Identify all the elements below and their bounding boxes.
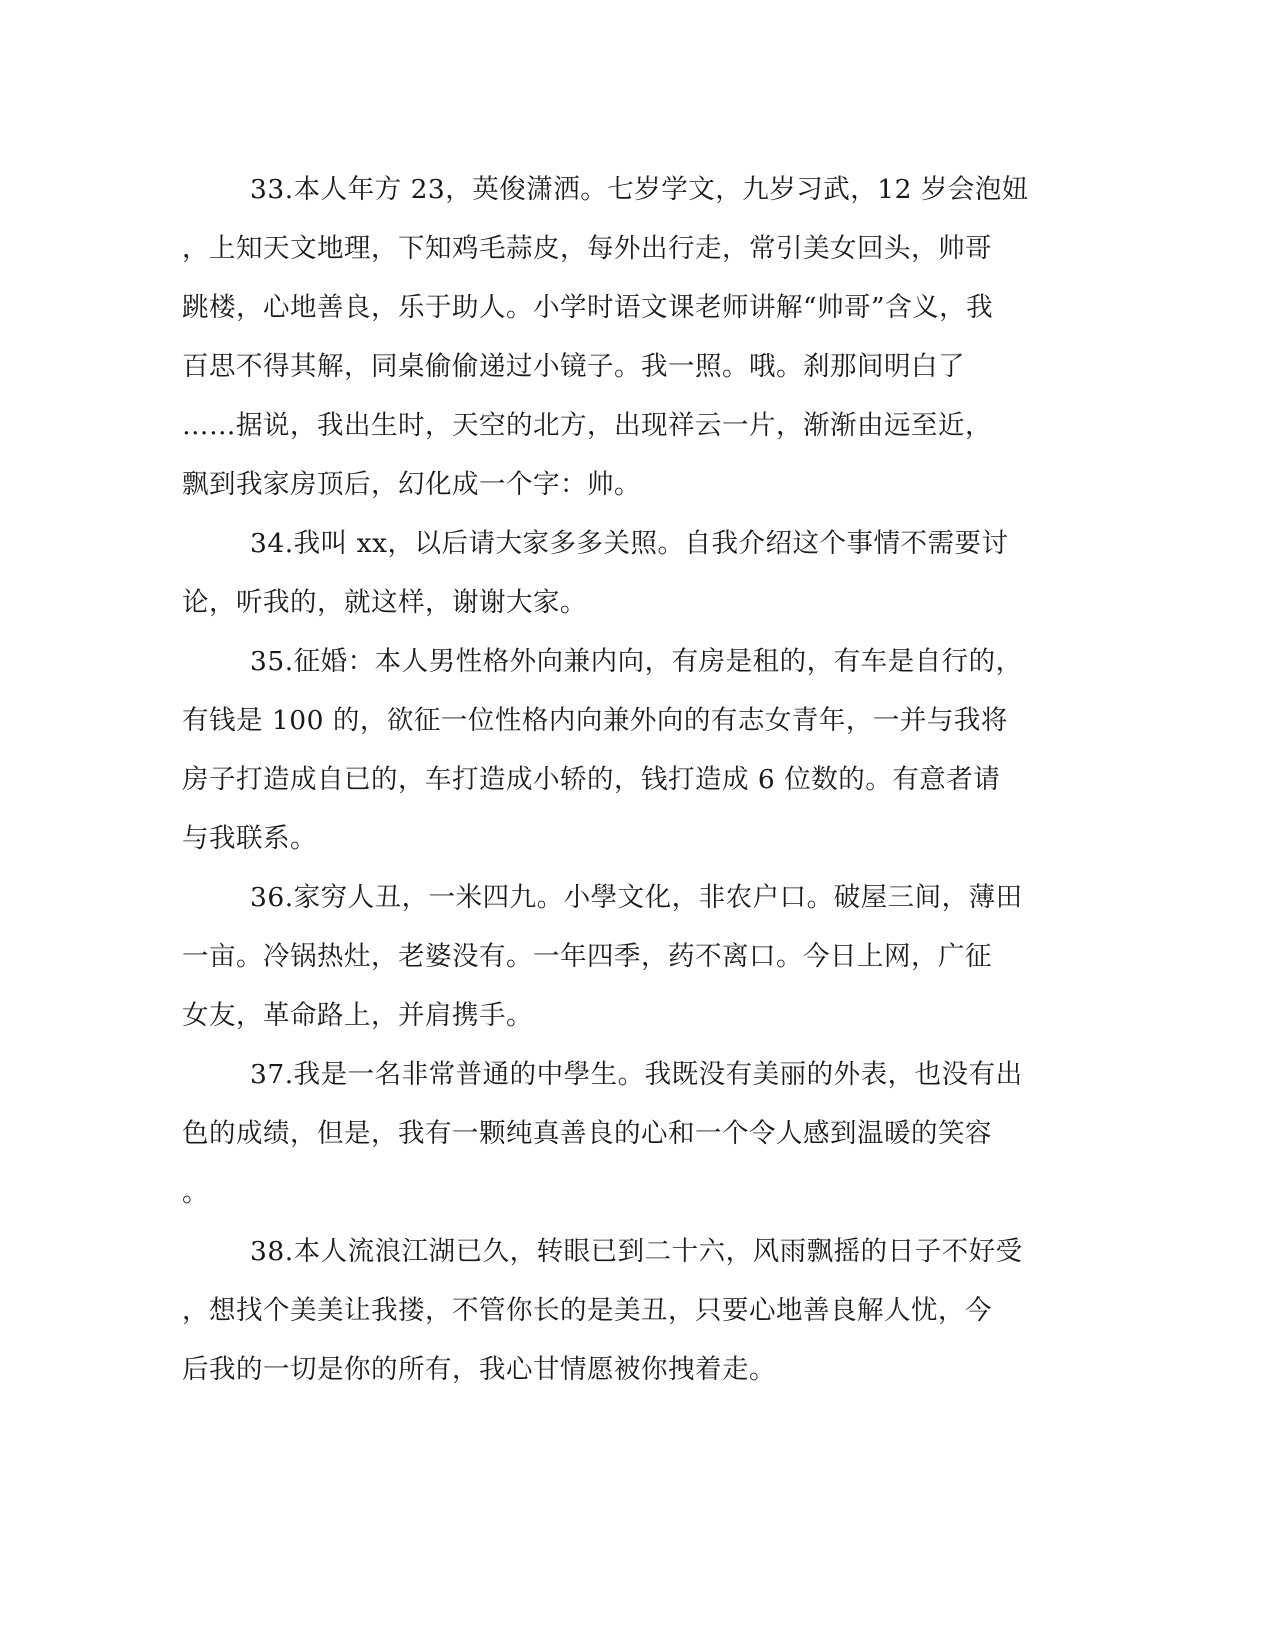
paragraph-33 bbox=[182, 160, 1032, 514]
text-line: 一亩。冷锅热灶，老婆没有。一年四季，药不离口。今日上网，广征 bbox=[182, 941, 992, 972]
text-line: 飘到我家房顶后，幻化成一个字：帅。 bbox=[182, 469, 641, 500]
text-line: 百思不得其解，同桌偷偷递过小镜子。我一照。哦。刹那间明白了 bbox=[182, 351, 965, 382]
text-line: 与我联系。 bbox=[182, 823, 317, 854]
paragraph-34 bbox=[182, 514, 1032, 632]
text-line: 后我的一切是你的所有，我心甘情愿被你拽着走。 bbox=[182, 1354, 776, 1385]
text-line: ，上知天文地理，下知鸡毛蒜皮，每外出行走，常引美女回头，帅哥 bbox=[182, 233, 992, 264]
text-line: 房子打造成自已的，车打造成小轿的，钱打造成 6 位数的。有意者请 bbox=[182, 764, 1001, 795]
text-line: 36.家穷人丑，一米四九。小學文化，非农户口。破屋三间，薄田 bbox=[250, 882, 1023, 913]
paragraph-37 bbox=[182, 1045, 1032, 1222]
text-line: 。 bbox=[182, 1177, 209, 1208]
paragraph-35 bbox=[182, 632, 1032, 868]
text-line: 有钱是 100 的，欲征一位性格内向兼外向的有志女青年，一并与我将 bbox=[182, 705, 1008, 736]
text-line: ……据说，我出生时，天空的北方，出现祥云一片，渐渐由远至近， bbox=[182, 410, 992, 441]
text-line: 33.本人年方 23，英俊潇洒。七岁学文，九岁习武，12 岁会泡妞 bbox=[250, 174, 1029, 205]
text-line: 38.本人流浪江湖已久，转眼已到二十六，风雨飘摇的日子不好受 bbox=[250, 1236, 1023, 1267]
text-line: 34.我叫 xx，以后请大家多多关照。自我介绍这个事情不需要讨 bbox=[250, 528, 1009, 559]
paragraph-36 bbox=[182, 868, 1032, 1045]
text-line: 跳楼，心地善良，乐于助人。小学时语文课老师讲解“帅哥”含义，我 bbox=[182, 292, 994, 323]
document-body bbox=[182, 160, 1032, 1399]
text-line: 35.征婚：本人男性格外向兼内向，有房是租的，有车是自行的， bbox=[250, 646, 1023, 677]
text-line: ，想找个美美让我搂，不管你长的是美丑，只要心地善良解人忧，今 bbox=[182, 1295, 992, 1326]
text-line: 论，听我的，就这样，谢谢大家。 bbox=[182, 587, 587, 618]
text-line: 色的成绩，但是，我有一颗纯真善良的心和一个令人感到温暖的笑容 bbox=[182, 1118, 992, 1149]
text-line: 37.我是一名非常普通的中學生。我既没有美丽的外表，也没有出 bbox=[250, 1059, 1023, 1090]
paragraph-38 bbox=[182, 1222, 1032, 1399]
text-line: 女友，革命路上，并肩携手。 bbox=[182, 1000, 533, 1031]
